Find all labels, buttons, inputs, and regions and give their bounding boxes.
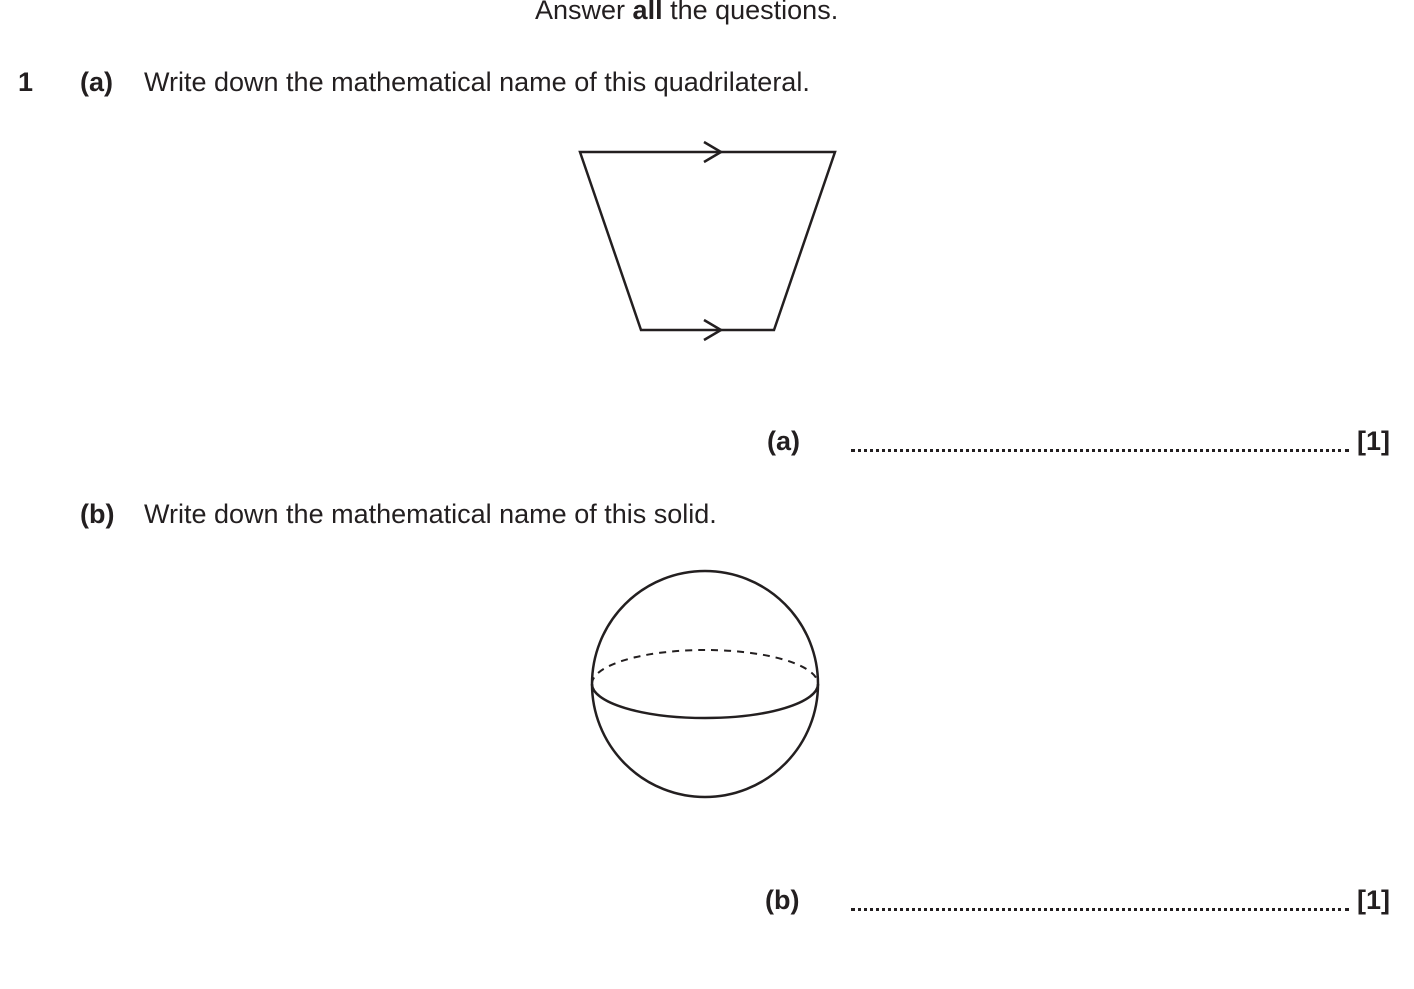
- marks-b: [1]: [1357, 885, 1390, 915]
- answer-a-field[interactable]: [851, 449, 1349, 452]
- answer-a-label: (a): [767, 426, 800, 456]
- part-a-text: Write down the mathematical name of this quadrilateral.: [144, 67, 810, 97]
- trapezium-figure: [580, 142, 835, 340]
- instruction-text-end: the questions.: [662, 0, 839, 25]
- marks-a: [1]: [1357, 426, 1390, 456]
- part-b-label: (b): [80, 499, 115, 529]
- question-number: 1: [18, 67, 34, 97]
- part-b-text: Write down the mathematical name of this solid.: [144, 499, 717, 529]
- instruction-bold: all: [632, 0, 663, 25]
- part-a-label: (a): [80, 67, 113, 97]
- sphere-figure: [592, 571, 818, 797]
- answer-b-label: (b): [765, 885, 800, 915]
- instruction-text: Answer: [535, 0, 633, 25]
- answer-b-field[interactable]: [851, 908, 1349, 911]
